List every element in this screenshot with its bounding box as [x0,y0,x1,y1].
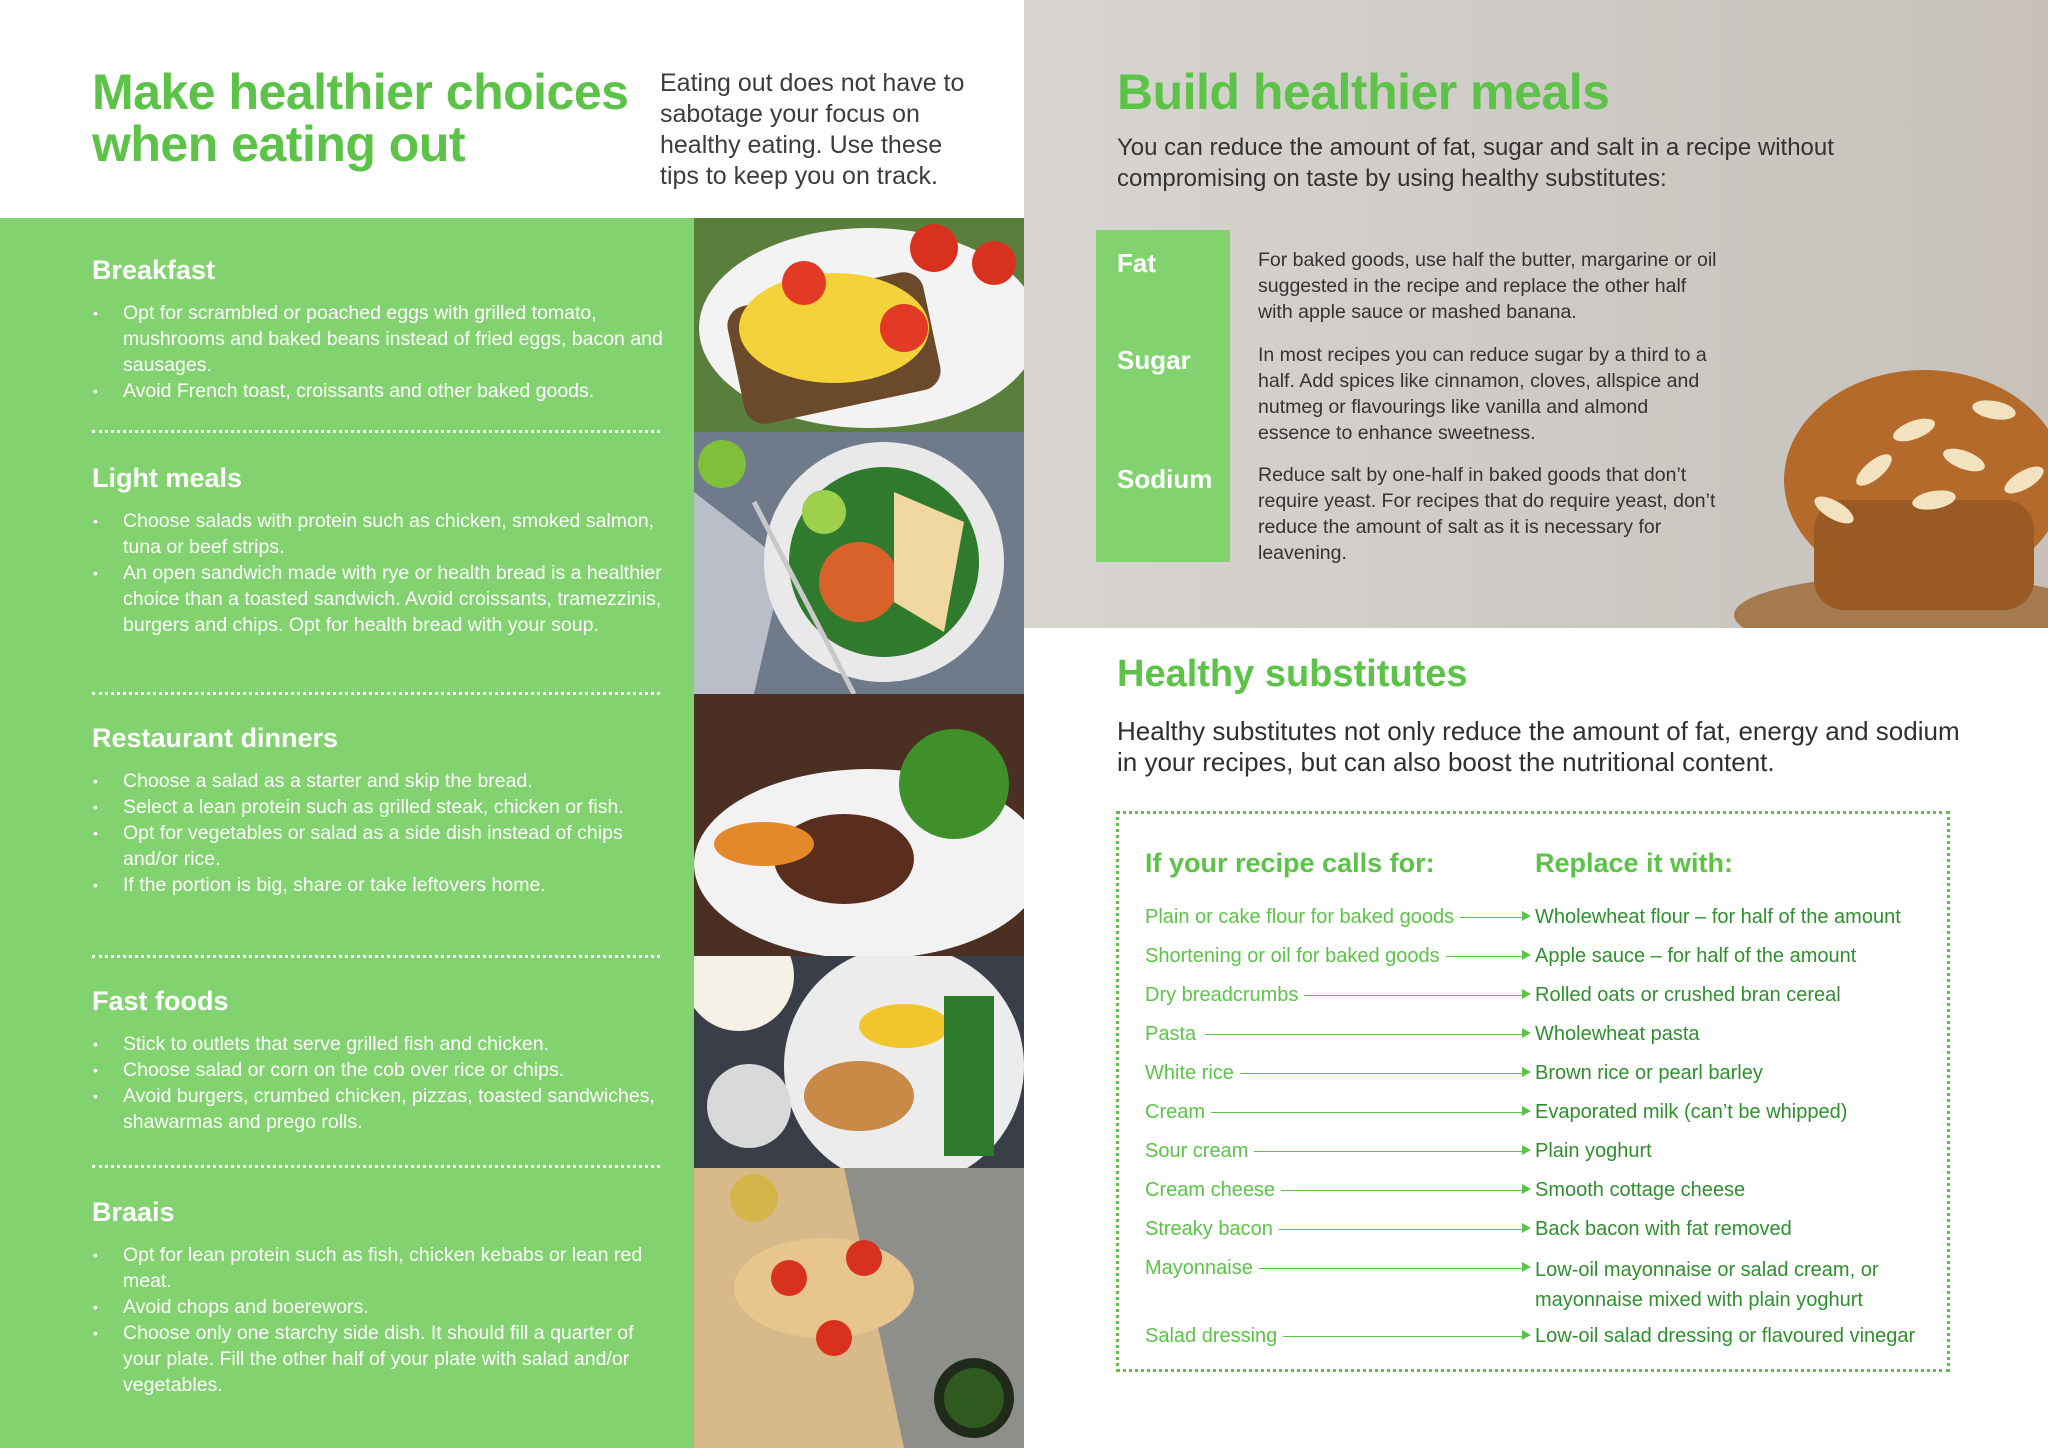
divider [92,955,660,958]
table-row [1145,1177,1935,1207]
list-item: • Opt for lean protein such as fish, chicken kebabs or lean red meat. [123,1242,672,1294]
label-fat: Fat [1117,248,1156,278]
row-from: Cream [1145,1099,1211,1125]
table-row [1145,904,1935,934]
section-title: Braais [92,1197,175,1227]
list-item: • If the portion is big, share or take leftovers home. [123,872,672,898]
row-from: Shortening or oil for baked goods [1145,943,1446,969]
label-sodium: Sodium [1117,464,1213,494]
row-to: Low-oil mayonnaise or salad cream, or mayonnaise mixed with plain yoghurt [1535,1259,1879,1311]
row-from: Plain or cake flour for baked goods [1145,904,1460,930]
row-to: Wholewheat pasta [1535,1023,1700,1045]
salad-image [694,432,1024,694]
section-fast-foods [92,985,672,1135]
column-header-from: If your recipe calls for: [1145,848,1435,878]
divider [92,1165,660,1168]
list-item: • Choose a salad as a starter and skip the bread. [123,768,672,794]
list-item: • An open sandwich made with rye or health bread is a healthier choice than a toasted sandwich. Avoid croissants, tramezzinis, burgers and chips. Opt for health bread with your soup. [123,560,672,638]
row-to: Back bacon with fat removed [1535,1218,1792,1240]
table-row [1145,1021,1935,1051]
list-item: • Avoid chops and boerewors. [123,1294,672,1320]
table-row [1145,1138,1935,1168]
list-item: • Choose salad or corn on the cob over rice or chips. [123,1057,672,1083]
row-from: Pasta [1145,1021,1202,1047]
list-item: • Choose salads with protein such as chicken, smoked salmon, tuna or beef strips. [123,508,672,560]
table-row [1145,982,1935,1012]
section-title: Restaurant dinners [92,723,339,753]
list-item: • Choose only one starchy side dish. It should fill a quarter of your plate. Fill the other half of your plate with salad and/or vegetables. [123,1320,672,1398]
row-to: Plain yoghurt [1535,1140,1652,1162]
row-to: Brown rice or pearl barley [1535,1062,1763,1084]
row-from: Mayonnaise [1145,1255,1259,1281]
nutrient-label-box [1096,230,1230,562]
label-sugar: Sugar [1117,345,1191,375]
row-from: Streaky bacon [1145,1216,1279,1242]
row-to: Low-oil salad dressing or flavoured vinegar [1535,1325,1916,1347]
grilled-chicken-image [694,956,1024,1168]
table-row [1145,1323,1935,1353]
photo-grilled-chicken [694,956,1024,1168]
row-from: Sour cream [1145,1138,1254,1164]
table-row [1145,1216,1935,1246]
photo-breakfast [694,218,1024,432]
list-item: • Stick to outlets that serve grilled fish and chicken. [123,1031,672,1057]
row-from: Dry breadcrumbs [1145,982,1304,1008]
section-breakfast [92,254,672,404]
list-item: • Avoid French toast, croissants and other baked goods. [123,378,672,404]
section-title: Breakfast [92,255,216,285]
eggs-toast-image [694,218,1024,432]
desc-fat: For baked goods, use half the butter, margarine or oil suggested in the recipe and replace the other half with apple sauce or mashed banana. [1258,249,1717,323]
list-item: • Select a lean protein such as grilled steak, chicken or fish. [123,794,672,820]
table-row [1145,1255,1935,1315]
desc-sodium: Reduce salt by one-half in baked goods that don’t require yeast. For recipes that do require yeast, don’t reduce the amount of salt as it is necessary for leavening. [1258,464,1716,564]
intro-text: Eating out does not have to sabotage your focus on healthy eating. Use these tips to keep you on track. [660,69,965,190]
row-from: White rice [1145,1060,1240,1086]
row-from: Cream cheese [1145,1177,1281,1203]
section-restaurant-dinners [92,722,672,898]
divider [92,430,660,433]
table-row [1145,1099,1935,1129]
page-title: Make healthier choices when eating out [92,64,629,172]
kebabs-image [694,1168,1024,1448]
section-light-meals [92,462,672,638]
section-title: Fast foods [92,986,229,1016]
photo-steak [694,694,1024,956]
row-to: Wholewheat flour – for half of the amount [1535,906,1901,928]
row-from: Salad dressing [1145,1323,1283,1349]
section-braais [92,1196,672,1398]
divider [92,692,660,695]
table-row [1145,1060,1935,1090]
list-item: • Opt for vegetables or salad as a side dish instead of chips and/or rice. [123,820,672,872]
column-header-to: Replace it with: [1535,848,1734,878]
desc-sugar: In most recipes you can reduce sugar by a third to a half. Add spices like cinnamon, cloves, allspice and nutmeg or flavourings like vanilla and almond essence to enhance sweetness. [1258,344,1707,444]
row-to: Apple sauce – for half of the amount [1535,945,1857,967]
list-item: • Avoid burgers, crumbed chicken, pizzas, toasted sandwiches, shawarmas and prego rolls. [123,1083,672,1135]
section-title: Light meals [92,463,243,493]
photo-kebabs [694,1168,1024,1448]
row-to: Rolled oats or crushed bran cereal [1535,984,1841,1006]
muffin-image [1724,350,2048,628]
photo-salad [694,432,1024,694]
substitutes-title: Healthy substitutes [1117,653,1468,695]
steak-image [694,694,1024,956]
build-title: Build healthier meals [1117,64,1610,120]
row-to: Smooth cottage cheese [1535,1179,1746,1201]
build-intro: You can reduce the amount of fat, sugar and salt in a recipe without compromising on taste by using healthy substitutes: [1117,134,1834,192]
list-item: • Opt for scrambled or poached eggs with grilled tomato, mushrooms and baked beans instead of fried eggs, bacon and sausages. [123,300,672,378]
substitutes-intro: Healthy substitutes not only reduce the amount of fat, energy and sodium in your recipes, but can also boost the nutritional content. [1117,716,1960,777]
table-row [1145,943,1935,973]
row-to: Evaporated milk (can’t be whipped) [1535,1101,1848,1123]
